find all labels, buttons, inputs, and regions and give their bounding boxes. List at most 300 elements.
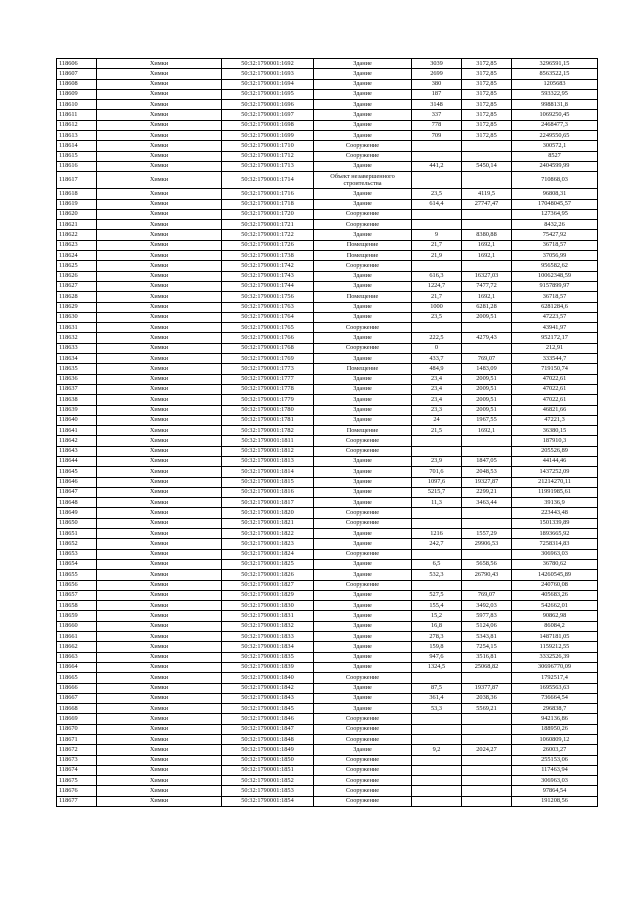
unit-cost-cell: 3516,81 <box>462 652 512 662</box>
cadastral-number-cell: 50:32:1790001:1834 <box>222 642 314 652</box>
area-cell: 701,6 <box>412 467 462 477</box>
unit-cost-cell: 2299,21 <box>462 487 512 497</box>
row-number: 118670 <box>57 724 97 734</box>
cadastral-value-cell: 26003,27 <box>512 745 598 755</box>
cadastral-value-cell: 1069250,45 <box>512 110 598 120</box>
area-cell <box>412 724 462 734</box>
cadastral-value-cell: 191208,56 <box>512 796 598 806</box>
area-cell <box>412 735 462 745</box>
cadastral-value-cell: 187910,3 <box>512 436 598 446</box>
area-cell: 1097,6 <box>412 477 462 487</box>
area-cell: 23,3 <box>412 405 462 415</box>
unit-cost-cell: 19327,87 <box>462 477 512 487</box>
city-cell: Химки <box>97 89 222 99</box>
cadastral-number-cell: 50:32:1790001:1756 <box>222 292 314 302</box>
area-cell <box>412 776 462 786</box>
cadastral-number-cell: 50:32:1790001:1693 <box>222 69 314 79</box>
area-cell <box>412 765 462 775</box>
table-row <box>57 796 598 806</box>
unit-cost-cell: 2024,27 <box>462 745 512 755</box>
table-row <box>57 477 598 487</box>
cadastral-number-cell: 50:32:1790001:1826 <box>222 570 314 580</box>
object-type-cell: Сооружение <box>314 209 412 219</box>
city-cell: Химки <box>97 776 222 786</box>
cadastral-number-cell: 50:32:1790001:1821 <box>222 518 314 528</box>
table-row <box>57 271 598 281</box>
city-cell: Химки <box>97 714 222 724</box>
unit-cost-cell <box>462 724 512 734</box>
city-cell: Химки <box>97 477 222 487</box>
city-cell: Химки <box>97 364 222 374</box>
city-cell: Химки <box>97 199 222 209</box>
row-number: 118654 <box>57 559 97 569</box>
object-type-cell: Здание <box>314 131 412 141</box>
area-cell <box>412 436 462 446</box>
cadastral-number-cell: 50:32:1790001:1697 <box>222 110 314 120</box>
unit-cost-cell: 1483,09 <box>462 364 512 374</box>
area-cell: 3039 <box>412 59 462 69</box>
cadastral-value-cell: 47022,61 <box>512 384 598 394</box>
area-cell: 242,7 <box>412 539 462 549</box>
unit-cost-cell: 26790,43 <box>462 570 512 580</box>
cadastral-value-cell: 1501339,89 <box>512 518 598 528</box>
table-row <box>57 498 598 508</box>
unit-cost-cell <box>462 765 512 775</box>
unit-cost-cell: 3492,03 <box>462 601 512 611</box>
cadastral-value-cell: 1437252,09 <box>512 467 598 477</box>
cadastral-number-cell: 50:32:1790001:1843 <box>222 693 314 703</box>
object-type-cell: Здание <box>314 632 412 642</box>
city-cell: Химки <box>97 220 222 230</box>
cadastral-number-cell: 50:32:1790001:1850 <box>222 755 314 765</box>
table-row <box>57 776 598 786</box>
table-row <box>57 693 598 703</box>
unit-cost-cell: 7254,15 <box>462 642 512 652</box>
cadastral-value-cell: 37056,99 <box>512 251 598 261</box>
row-number: 118661 <box>57 632 97 642</box>
object-type-cell: Здание <box>314 642 412 652</box>
cadastral-value-cell: 1205683 <box>512 79 598 89</box>
cadastral-value-cell: 14260545,89 <box>512 570 598 580</box>
table-row <box>57 446 598 456</box>
object-type-cell: Здание <box>314 611 412 621</box>
city-cell: Химки <box>97 384 222 394</box>
city-cell: Химки <box>97 642 222 652</box>
city-cell: Химки <box>97 292 222 302</box>
table-row <box>57 151 598 161</box>
unit-cost-cell <box>462 436 512 446</box>
object-type-cell: Помещение <box>314 426 412 436</box>
object-type-cell: Сооружение <box>314 580 412 590</box>
city-cell: Химки <box>97 755 222 765</box>
cadastral-number-cell: 50:32:1790001:1813 <box>222 456 314 466</box>
unit-cost-cell: 6281,28 <box>462 302 512 312</box>
cadastral-value-cell: 8432,26 <box>512 220 598 230</box>
area-cell: 23,5 <box>412 312 462 322</box>
cadastral-value-cell: 1695563,63 <box>512 683 598 693</box>
table-row <box>57 59 598 69</box>
row-number: 118608 <box>57 79 97 89</box>
cadastral-number-cell: 50:32:1790001:1695 <box>222 89 314 99</box>
row-number: 118647 <box>57 487 97 497</box>
row-number: 118616 <box>57 161 97 171</box>
table-row <box>57 570 598 580</box>
table-row <box>57 131 598 141</box>
area-cell: 15,2 <box>412 611 462 621</box>
cadastral-value-cell: 8527 <box>512 151 598 161</box>
area-cell: 1000 <box>412 302 462 312</box>
row-number: 118617 <box>57 172 97 189</box>
table-row <box>57 89 598 99</box>
object-type-cell: Сооружение <box>314 343 412 353</box>
table-row <box>57 415 598 425</box>
row-number: 118628 <box>57 292 97 302</box>
row-number: 118664 <box>57 662 97 672</box>
cadastral-number-cell: 50:32:1790001:1777 <box>222 374 314 384</box>
unit-cost-cell <box>462 343 512 353</box>
object-type-cell: Здание <box>314 590 412 600</box>
cadastral-value-cell: 36780,62 <box>512 559 598 569</box>
cadastral-number-cell: 50:32:1790001:1816 <box>222 487 314 497</box>
object-type-cell: Сооружение <box>314 765 412 775</box>
area-cell: 3148 <box>412 100 462 110</box>
unit-cost-cell <box>462 776 512 786</box>
row-number: 118660 <box>57 621 97 631</box>
object-type-cell: Здание <box>314 230 412 240</box>
row-number: 118621 <box>57 220 97 230</box>
city-cell: Химки <box>97 529 222 539</box>
cadastral-number-cell: 50:32:1790001:1721 <box>222 220 314 230</box>
object-type-cell: Здание <box>314 487 412 497</box>
object-type-cell: Здание <box>314 405 412 415</box>
object-type-cell: Здание <box>314 621 412 631</box>
area-cell: 709 <box>412 131 462 141</box>
table-row <box>57 281 598 291</box>
city-cell: Химки <box>97 59 222 69</box>
cadastral-number-cell: 50:32:1790001:1840 <box>222 673 314 683</box>
row-number: 118644 <box>57 456 97 466</box>
unit-cost-cell: 1692,1 <box>462 240 512 250</box>
area-cell: 0 <box>412 343 462 353</box>
cadastral-number-cell: 50:32:1790001:1846 <box>222 714 314 724</box>
table-row <box>57 549 598 559</box>
area-cell: 23,4 <box>412 395 462 405</box>
city-cell: Химки <box>97 724 222 734</box>
unit-cost-cell: 5450,14 <box>462 161 512 171</box>
object-type-cell: Сооружение <box>314 549 412 559</box>
unit-cost-cell: 27747,47 <box>462 199 512 209</box>
cadastral-value-cell: 306963,03 <box>512 549 598 559</box>
row-number: 118620 <box>57 209 97 219</box>
table-row <box>57 230 598 240</box>
object-type-cell: Здание <box>314 120 412 130</box>
city-cell: Химки <box>97 100 222 110</box>
table-row <box>57 529 598 539</box>
cadastral-value-cell: 542662,01 <box>512 601 598 611</box>
cadastral-number-cell: 50:32:1790001:1839 <box>222 662 314 672</box>
city-cell: Химки <box>97 374 222 384</box>
cadastral-value-cell: 96808,31 <box>512 189 598 199</box>
table-row <box>57 652 598 662</box>
table-row <box>57 673 598 683</box>
row-number: 118657 <box>57 590 97 600</box>
unit-cost-cell <box>462 151 512 161</box>
cadastral-value-cell: 117463,94 <box>512 765 598 775</box>
cadastral-number-cell: 50:32:1790001:1710 <box>222 141 314 151</box>
table-row <box>57 69 598 79</box>
row-number: 118649 <box>57 508 97 518</box>
unit-cost-cell <box>462 796 512 806</box>
table-row <box>57 79 598 89</box>
row-number: 118639 <box>57 405 97 415</box>
city-cell: Химки <box>97 120 222 130</box>
cadastral-number-cell: 50:32:1790001:1781 <box>222 415 314 425</box>
object-type-cell: Помещение <box>314 240 412 250</box>
unit-cost-cell: 3172,85 <box>462 120 512 130</box>
object-type-cell: Здание <box>314 539 412 549</box>
table-row <box>57 601 598 611</box>
cadastral-value-cell: 30696770,09 <box>512 662 598 672</box>
table-row <box>57 755 598 765</box>
city-cell: Химки <box>97 436 222 446</box>
cadastral-value-cell: 44144,46 <box>512 456 598 466</box>
cadastral-number-cell: 50:32:1790001:1773 <box>222 364 314 374</box>
row-number: 118629 <box>57 302 97 312</box>
area-cell: 1224,7 <box>412 281 462 291</box>
object-type-cell: Сооружение <box>314 755 412 765</box>
object-type-cell: Здание <box>314 161 412 171</box>
table-row <box>57 559 598 569</box>
unit-cost-cell: 3172,85 <box>462 59 512 69</box>
city-cell: Химки <box>97 467 222 477</box>
area-cell: 155,4 <box>412 601 462 611</box>
area-cell: 947,6 <box>412 652 462 662</box>
cadastral-number-cell: 50:32:1790001:1713 <box>222 161 314 171</box>
unit-cost-cell: 2048,53 <box>462 467 512 477</box>
unit-cost-cell <box>462 508 512 518</box>
object-type-cell: Сооружение <box>314 508 412 518</box>
city-cell: Химки <box>97 601 222 611</box>
row-number: 118671 <box>57 735 97 745</box>
cadastral-value-cell: 36718,57 <box>512 240 598 250</box>
object-type-cell: Здание <box>314 559 412 569</box>
area-cell: 23,4 <box>412 374 462 384</box>
city-cell: Химки <box>97 508 222 518</box>
unit-cost-cell: 5343,81 <box>462 632 512 642</box>
area-cell: 159,8 <box>412 642 462 652</box>
city-cell: Химки <box>97 456 222 466</box>
row-number: 118606 <box>57 59 97 69</box>
city-cell: Химки <box>97 446 222 456</box>
cadastral-value-cell: 205526,89 <box>512 446 598 456</box>
object-type-cell: Сооружение <box>314 436 412 446</box>
area-cell: 6,5 <box>412 559 462 569</box>
table-row <box>57 704 598 714</box>
object-type-cell: Здание <box>314 693 412 703</box>
table-row <box>57 312 598 322</box>
cadastral-number-cell: 50:32:1790001:1815 <box>222 477 314 487</box>
object-type-cell: Объект незавершенного строительства <box>314 172 412 189</box>
row-number: 118665 <box>57 673 97 683</box>
unit-cost-cell <box>462 518 512 528</box>
row-number: 118630 <box>57 312 97 322</box>
unit-cost-cell <box>462 714 512 724</box>
cadastral-value-cell: 736664,54 <box>512 693 598 703</box>
object-type-cell: Помещение <box>314 251 412 261</box>
row-number: 118625 <box>57 261 97 271</box>
area-cell: 9 <box>412 230 462 240</box>
row-number: 118614 <box>57 141 97 151</box>
unit-cost-cell: 1557,29 <box>462 529 512 539</box>
unit-cost-cell: 2009,51 <box>462 374 512 384</box>
cadastral-number-cell: 50:32:1790001:1845 <box>222 704 314 714</box>
area-cell: 278,3 <box>412 632 462 642</box>
area-cell <box>412 151 462 161</box>
cadastral-number-cell: 50:32:1790001:1848 <box>222 735 314 745</box>
object-type-cell: Сооружение <box>314 786 412 796</box>
cadastral-value-cell: 942136,86 <box>512 714 598 724</box>
cadastral-number-cell: 50:32:1790001:1829 <box>222 590 314 600</box>
cadastral-value-cell: 188950,26 <box>512 724 598 734</box>
cadastral-number-cell: 50:32:1790001:1696 <box>222 100 314 110</box>
city-cell: Химки <box>97 796 222 806</box>
city-cell: Химки <box>97 69 222 79</box>
area-cell: 222,5 <box>412 333 462 343</box>
cadastral-value-cell: 75427,92 <box>512 230 598 240</box>
unit-cost-cell: 4119,5 <box>462 189 512 199</box>
object-type-cell: Здание <box>314 333 412 343</box>
row-number: 118662 <box>57 642 97 652</box>
area-cell: 23,9 <box>412 456 462 466</box>
object-type-cell: Сооружение <box>314 261 412 271</box>
city-cell: Химки <box>97 683 222 693</box>
object-type-cell: Здание <box>314 601 412 611</box>
object-type-cell: Сооружение <box>314 776 412 786</box>
cadastral-number-cell: 50:32:1790001:1738 <box>222 251 314 261</box>
unit-cost-cell: 25068,82 <box>462 662 512 672</box>
city-cell: Химки <box>97 209 222 219</box>
city-cell: Химки <box>97 539 222 549</box>
row-number: 118613 <box>57 131 97 141</box>
area-cell <box>412 796 462 806</box>
row-number: 118672 <box>57 745 97 755</box>
city-cell: Химки <box>97 570 222 580</box>
cadastral-number-cell: 50:32:1790001:1832 <box>222 621 314 631</box>
cadastral-number-cell: 50:32:1790001:1743 <box>222 271 314 281</box>
table-row <box>57 323 598 333</box>
cadastral-value-cell: 47221,3 <box>512 415 598 425</box>
area-cell: 187 <box>412 89 462 99</box>
row-number: 118634 <box>57 354 97 364</box>
object-type-cell: Здание <box>314 529 412 539</box>
unit-cost-cell <box>462 673 512 683</box>
area-cell: 337 <box>412 110 462 120</box>
unit-cost-cell: 1967,55 <box>462 415 512 425</box>
cadastral-number-cell: 50:32:1790001:1854 <box>222 796 314 806</box>
table-row <box>57 374 598 384</box>
cadastral-number-cell: 50:32:1790001:1849 <box>222 745 314 755</box>
cadastral-number-cell: 50:32:1790001:1780 <box>222 405 314 415</box>
area-cell: 23,4 <box>412 384 462 394</box>
city-cell: Химки <box>97 704 222 714</box>
row-number: 118650 <box>57 518 97 528</box>
row-number: 118673 <box>57 755 97 765</box>
table-row <box>57 745 598 755</box>
city-cell: Химки <box>97 395 222 405</box>
table-row <box>57 251 598 261</box>
table-row <box>57 632 598 642</box>
row-number: 118655 <box>57 570 97 580</box>
cadastral-value-cell: 47223,57 <box>512 312 598 322</box>
object-type-cell: Помещение <box>314 364 412 374</box>
cadastral-value-cell: 719150,74 <box>512 364 598 374</box>
area-cell <box>412 446 462 456</box>
city-cell: Химки <box>97 230 222 240</box>
unit-cost-cell: 3172,85 <box>462 100 512 110</box>
city-cell: Химки <box>97 487 222 497</box>
cadastral-number-cell: 50:32:1790001:1814 <box>222 467 314 477</box>
area-cell: 532,3 <box>412 570 462 580</box>
area-cell: 21,9 <box>412 251 462 261</box>
cadastral-number-cell: 50:32:1790001:1714 <box>222 172 314 189</box>
unit-cost-cell <box>462 209 512 219</box>
unit-cost-cell: 2009,51 <box>462 395 512 405</box>
cadastral-number-cell: 50:32:1790001:1812 <box>222 446 314 456</box>
table-row <box>57 765 598 775</box>
table-row <box>57 199 598 209</box>
cadastral-value-cell: 39136,9 <box>512 498 598 508</box>
city-cell: Химки <box>97 745 222 755</box>
object-type-cell: Здание <box>314 498 412 508</box>
unit-cost-cell <box>462 446 512 456</box>
city-cell: Химки <box>97 189 222 199</box>
row-number: 118631 <box>57 323 97 333</box>
row-number: 118674 <box>57 765 97 775</box>
row-number: 118610 <box>57 100 97 110</box>
object-type-cell: Здание <box>314 271 412 281</box>
unit-cost-cell: 8380,88 <box>462 230 512 240</box>
table-row <box>57 735 598 745</box>
cadastral-value-cell: 43941,97 <box>512 323 598 333</box>
object-type-cell: Здание <box>314 281 412 291</box>
unit-cost-cell <box>462 261 512 271</box>
table-row <box>57 456 598 466</box>
cadastral-value-cell: 2249550,65 <box>512 131 598 141</box>
cadastral-value-cell: 3332526,39 <box>512 652 598 662</box>
object-type-cell: Здание <box>314 570 412 580</box>
row-number: 118627 <box>57 281 97 291</box>
cadastral-number-cell: 50:32:1790001:1768 <box>222 343 314 353</box>
object-type-cell: Здание <box>314 100 412 110</box>
area-cell: 21,7 <box>412 292 462 302</box>
row-number: 118667 <box>57 693 97 703</box>
cadastral-number-cell: 50:32:1790001:1726 <box>222 240 314 250</box>
unit-cost-cell <box>462 755 512 765</box>
city-cell: Химки <box>97 426 222 436</box>
city-cell: Химки <box>97 632 222 642</box>
area-cell: 380 <box>412 79 462 89</box>
cadastral-value-cell: 2404599,99 <box>512 161 598 171</box>
cadastral-value-cell: 405683,26 <box>512 590 598 600</box>
row-number: 118636 <box>57 374 97 384</box>
city-cell: Химки <box>97 580 222 590</box>
object-type-cell: Здание <box>314 302 412 312</box>
table-row <box>57 590 598 600</box>
city-cell: Химки <box>97 302 222 312</box>
unit-cost-cell: 19377,87 <box>462 683 512 693</box>
unit-cost-cell: 7477,72 <box>462 281 512 291</box>
cadastral-number-cell: 50:32:1790001:1820 <box>222 508 314 518</box>
